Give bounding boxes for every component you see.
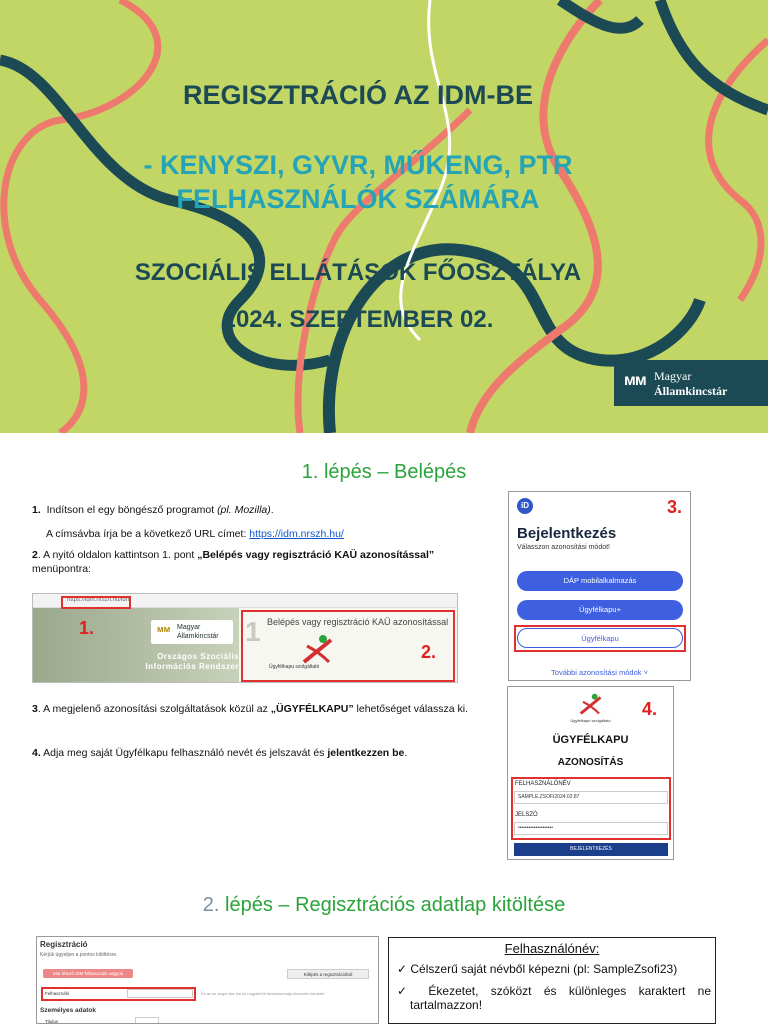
crown-icon: ᴍᴍ xyxy=(157,624,171,634)
osz-line1: Országos Szociális xyxy=(157,652,239,661)
browser-url-bar: https://idm.nrszh.hu/idm xyxy=(33,594,457,608)
slide-title: REGISZTRÁCIÓ AZ IDM-BE xyxy=(183,80,533,110)
department-name: SZOCIÁLIS ELLÁTÁSOK FŐOSZTÁLYA xyxy=(134,259,582,286)
slide-subtitle-line2: FELHASZNÁLÓK SZÁMÁRA xyxy=(176,184,540,214)
title-select[interactable] xyxy=(135,1017,159,1024)
instruction-1-end: . xyxy=(270,504,274,516)
kau-login-panel xyxy=(508,491,691,681)
instruction-3-text: . A megjelenő azonosítási szolgáltatások közül az xyxy=(37,703,268,715)
url-highlight xyxy=(61,596,131,609)
form-subtitle: Kérjük ügyeljen a pontos kitöltésre. xyxy=(40,952,118,958)
instruction-2-bold: „Belépés vagy regisztráció KAÜ azonosítással” xyxy=(197,549,435,561)
step2-title xyxy=(0,894,768,917)
marker-1: 1. xyxy=(79,618,95,638)
osz-title xyxy=(115,652,239,672)
instruction-3-end: lehetőséget válassza ki. xyxy=(356,703,468,715)
entry-number: 1 xyxy=(245,616,261,647)
kincstar-badge xyxy=(151,620,233,644)
username-label: FELHASZNÁLÓNÉV xyxy=(515,781,571,787)
instruction-2 xyxy=(32,548,462,576)
more-auth-methods-link[interactable]: További azonosítási módok ˅ xyxy=(551,668,648,677)
username-hint: Ez az az angol abc kis és nagybetűit tartalmazhatja ékezetes karakter xyxy=(201,991,325,996)
username-label: Felhasználó xyxy=(45,991,70,996)
instruction-1-num: 1. xyxy=(32,504,41,516)
title-slide xyxy=(0,0,768,433)
rule-1: ✓ Célszerű saját névből képezni (pl: SampleZsofi23) xyxy=(397,962,678,976)
homepage-banner xyxy=(33,608,239,683)
instruction-1b xyxy=(46,527,344,541)
logo-line2: Államkincstár xyxy=(654,384,728,398)
allamkincstar-logo xyxy=(614,360,768,406)
instruction-4-num: 4. xyxy=(32,747,41,759)
ugyfelkapu-login-panel xyxy=(507,686,674,860)
uk-subheading: AZONOSÍTÁS xyxy=(557,757,624,768)
registration-form-screenshot xyxy=(36,936,379,1024)
instruction-2-text: . A nyitó oldalon kattintson 1. pont xyxy=(37,549,195,561)
instruction-2-num: 2 xyxy=(32,549,38,561)
ugyfelkapu-highlight xyxy=(514,625,686,652)
instruction-4 xyxy=(32,746,407,760)
title-label: Titulus xyxy=(45,1019,59,1024)
login-title: Bejelentkezés xyxy=(517,525,617,542)
login-button[interactable]: BEJELENTKEZÉS xyxy=(514,843,668,856)
username-rules-box xyxy=(388,937,716,1024)
rule-2: ✓ Ékezetet, szóközt és különleges karaktert ne tartalmazzon! xyxy=(397,984,711,1012)
uk-caption: Ügyfélkapu szolgáltató xyxy=(570,718,611,723)
marker-2: 2. xyxy=(421,642,437,662)
logo-line1: Magyar xyxy=(654,369,692,383)
instruction-1-example: (pl. Mozilla) xyxy=(217,504,271,516)
uk-heading: ÜGYFÉLKAPU xyxy=(552,734,629,746)
instruction-4-end: . xyxy=(404,747,408,759)
id-logo-icon: iD xyxy=(517,498,533,514)
kincs-line2: Államkincstár xyxy=(177,633,219,640)
ugyfelkapu-caption: Ügyfélkapu szolgáltató xyxy=(269,664,320,670)
marker-4: 4. xyxy=(642,699,658,719)
instruction-3-num: 3 xyxy=(32,703,38,715)
instruction-3 xyxy=(32,702,468,716)
instruction-2-end: menüpontra: xyxy=(32,563,91,575)
form-title: Regisztráció xyxy=(40,940,88,949)
idm-homepage-screenshot xyxy=(32,593,458,683)
ugyfelkapu-plus-button[interactable]: Ügyfélkapu+ xyxy=(517,600,683,620)
username-highlight xyxy=(41,987,196,1001)
marker-3: 3. xyxy=(667,497,683,517)
osz-line2: Információs Rendszer xyxy=(145,662,239,671)
existing-user-button[interactable]: Már létező IDM felhasználó vagyok xyxy=(43,969,133,978)
instruction-1 xyxy=(32,503,274,517)
ugyfelkapu-logo-icon xyxy=(578,693,604,715)
password-field[interactable]: •••••••••••••••••••• xyxy=(514,822,668,835)
kincs-line1: Magyar xyxy=(177,624,201,631)
instruction-4-bold: jelentkezzen be xyxy=(327,747,405,759)
step1-title: 1. lépés – Belépés xyxy=(301,461,467,483)
instruction-1-text: Indítson el egy böngésző programot xyxy=(46,504,215,516)
exit-registration-button[interactable]: Kilépés a regisztrációból xyxy=(287,969,369,979)
entry-text: Belépés vagy regisztráció KAÜ azonosítással xyxy=(267,617,449,627)
slide-subtitle-line1: - KENYSZI, GYVR, MŰKENG, PTR xyxy=(143,150,573,180)
presentation-date: 2024. SZEPTEMBER 02. xyxy=(222,306,494,333)
username-field[interactable]: SAMPLE.ZSOFI2024.02.87 xyxy=(514,791,668,804)
instruction-4-text: Adja meg saját Ügyfélkapu felhasználó nevét és jelszavát és xyxy=(43,747,325,759)
rules-heading: Felhasználónév: xyxy=(504,941,600,956)
login-subtitle: Válasszon azonosítási módot! xyxy=(517,544,610,551)
step2-title-num: 2. xyxy=(202,894,220,916)
step2-title-rest: lépés – Regisztrációs adatlap kitöltése xyxy=(219,894,566,916)
dap-button[interactable]: DÁP mobilalkalmazás xyxy=(517,571,683,591)
instruction-1b-text: A címsávba írja be a következő URL címet: xyxy=(46,528,247,540)
crown-icon: ᴍᴍ xyxy=(624,372,646,389)
ugyfelkapu-button[interactable]: Ügyfélkapu xyxy=(517,628,683,648)
instruction-3-bold: „ÜGYFÉLKAPU” xyxy=(270,703,354,715)
password-label: JELSZÓ xyxy=(515,812,538,818)
personal-data-section: Személyes adatok xyxy=(40,1007,97,1014)
idm-url-link[interactable]: https://idm.nrszh.hu/ xyxy=(249,528,344,540)
